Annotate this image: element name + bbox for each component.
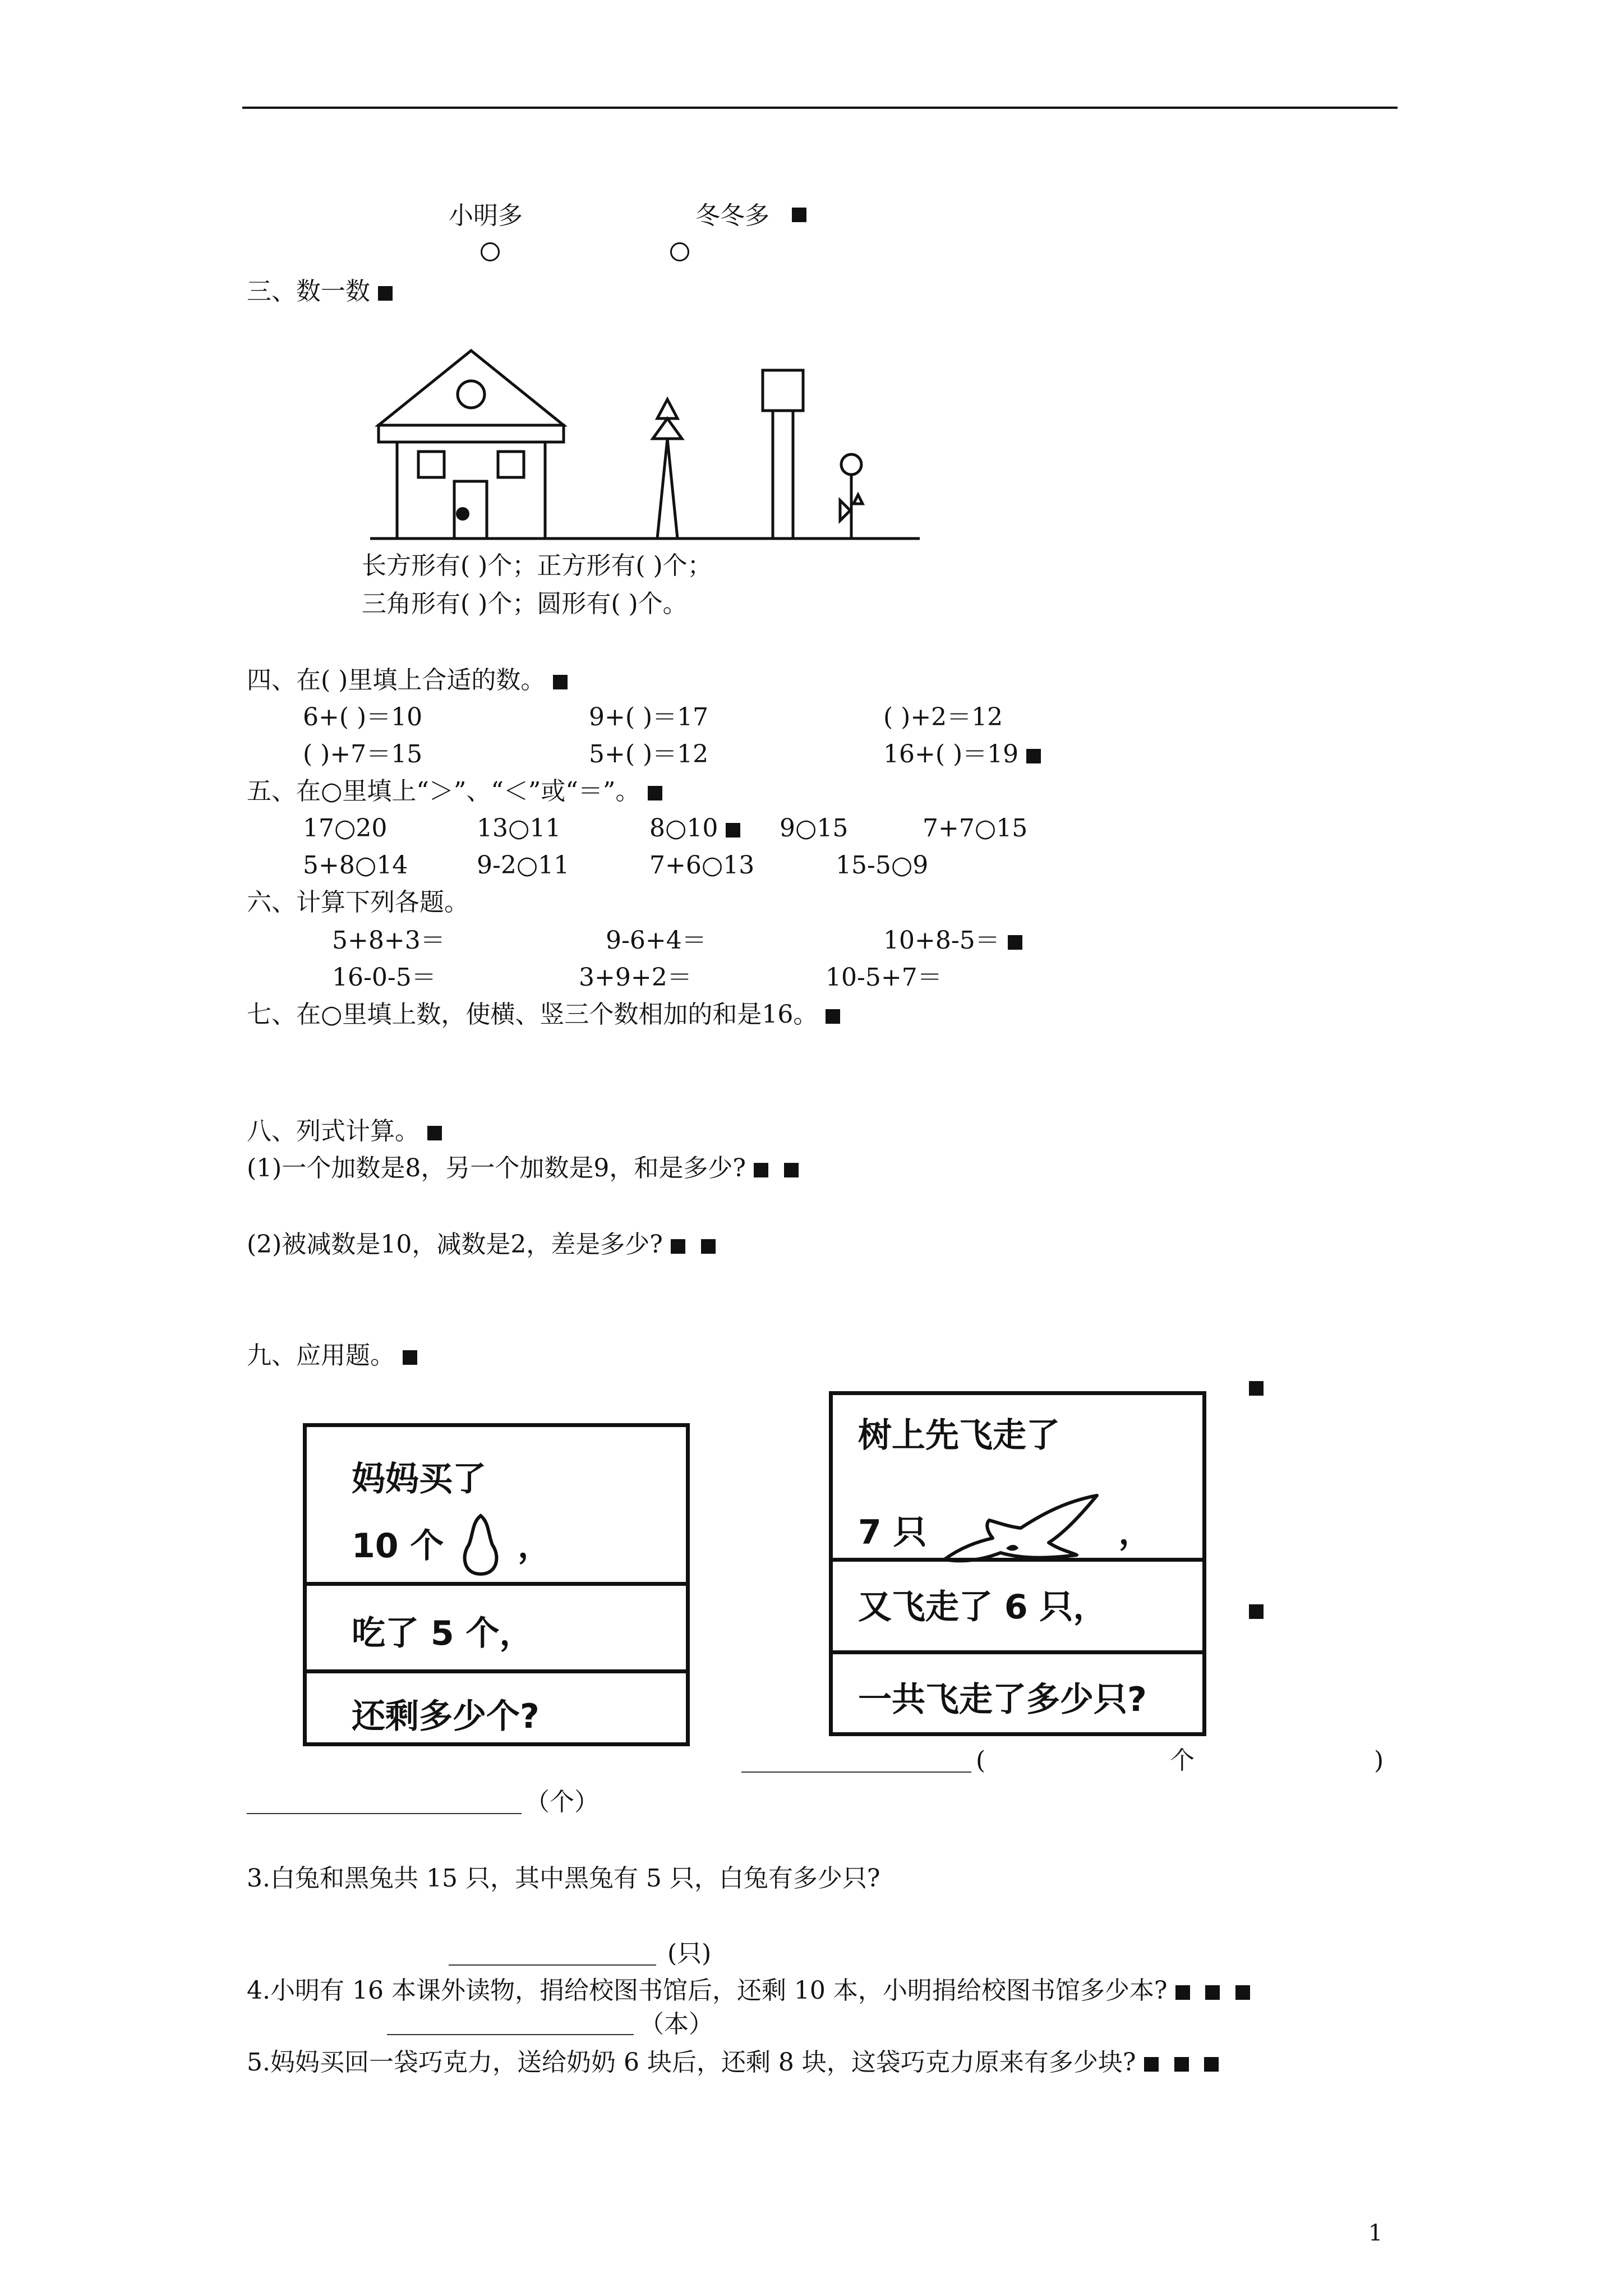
- q3-answer-line[interactable]: [449, 1939, 656, 1973]
- box2-line1: 树上先飞走了: [858, 1416, 1060, 1455]
- page-number: 1: [1368, 2220, 1383, 2246]
- q4-text: 4.小明有 16 本课外读物，捐给校图书馆后，还剩 10 本，小明捐给校图书馆多少本?: [247, 1976, 1250, 2006]
- s6-r2-q2: 3+9+2＝: [579, 963, 692, 992]
- problem-box-birds: [829, 1391, 1206, 1736]
- box1-line2: 10 个 ，: [352, 1511, 551, 1579]
- box2-line4: 一共飞走了多少只?: [858, 1680, 1147, 1719]
- answer-circle-right[interactable]: [670, 242, 689, 264]
- s4-r1-q1: 6+( )＝10: [303, 703, 423, 731]
- section-3-title: 三、数一数: [247, 277, 393, 307]
- s6-r1-q1: 5+8+3＝: [332, 926, 445, 955]
- section-8-title: 八、列式计算。: [247, 1116, 442, 1147]
- count-shapes-picture: [370, 342, 931, 544]
- s5-r2-q1: 5+8○14: [303, 851, 408, 880]
- s6-r2-q3: 10-5+7＝: [826, 963, 942, 992]
- box1-divider: [307, 1582, 686, 1586]
- section-4-title: 四、在( )里填上合适的数。: [247, 665, 568, 696]
- problem-box-pears: [303, 1423, 690, 1746]
- answer-close-paren: ): [1374, 1746, 1384, 1775]
- q3-unit: (只): [667, 1939, 712, 1968]
- s5-r1-q5: 7+7○15: [923, 814, 1028, 843]
- s4-r1-q3: ( )+2＝12: [883, 703, 1003, 731]
- box2-divider: [833, 1650, 1202, 1654]
- header-rule: [242, 107, 1398, 109]
- section-5-title: 五、在○里填上“＞”、“＜”或“＝”。: [247, 776, 662, 807]
- s4-r1-q2: 9+( )＝17: [589, 703, 709, 731]
- s5-r1-q3: 8○10: [649, 813, 740, 844]
- answer-line-birds[interactable]: [741, 1746, 971, 1780]
- s8-q2: (2)被减数是10，减数是2，差是多少?: [247, 1230, 716, 1260]
- s5-r2-q2: 9-2○11: [477, 851, 570, 880]
- s5-r1-q4: 9○15: [780, 814, 849, 843]
- q3-text: 3.白兔和黑兔共 15 只，其中黑兔有 5 只，白兔有多少只?: [247, 1864, 880, 1893]
- label-xiaoming: 小明多: [449, 201, 523, 230]
- box1-line4: 还剩多少个?: [352, 1697, 540, 1736]
- s3-line1: 长方形有( )个；正方形有( )个；: [362, 551, 712, 580]
- s5-r2-q3: 7+6○13: [649, 851, 755, 880]
- box2-line3: 又飞走了 6 只，: [858, 1588, 1107, 1627]
- q5-text: 5.妈妈买回一袋巧克力，送给奶奶 6 块后，还剩 8 块，这袋巧克力原来有多少块?: [247, 2047, 1219, 2078]
- marker-square: [1249, 1604, 1264, 1620]
- box2-line2: 7 只 ，: [858, 1493, 1152, 1572]
- q4-answer-line[interactable]: [387, 2009, 634, 2042]
- s6-r1-q3: 10+8-5＝: [883, 926, 1022, 956]
- s4-r2-q2: 5+( )＝12: [589, 740, 709, 769]
- answer-unit-pears: （个）: [525, 1788, 599, 1816]
- label-dongdong: 冬冬多: [695, 201, 769, 230]
- section-9-title: 九、应用题。: [247, 1341, 417, 1371]
- box1-line1: 妈妈买了: [352, 1460, 486, 1499]
- marker-square: [792, 208, 806, 223]
- q4-unit: （本）: [639, 2010, 713, 2039]
- answer-line-pears[interactable]: [247, 1787, 522, 1821]
- answer-unit-ge: 个: [1170, 1746, 1195, 1775]
- s3-line2: 三角形有( )个；圆形有( )个。: [362, 590, 688, 618]
- s4-r2-q3: 16+( )＝19: [883, 739, 1041, 770]
- s6-r2-q1: 16-0-5＝: [332, 963, 436, 992]
- box1-divider: [307, 1669, 686, 1673]
- s8-q1: (1)一个加数是8，另一个加数是9，和是多少?: [247, 1153, 799, 1184]
- answer-open-paren: (: [976, 1746, 986, 1775]
- marker-square: [1249, 1381, 1264, 1397]
- s4-r2-q1: ( )+7＝15: [303, 740, 423, 769]
- s5-r2-q4: 15-5○9: [836, 851, 929, 880]
- s5-r1-q2: 13○11: [477, 814, 561, 843]
- box2-divider: [833, 1558, 1202, 1562]
- pear-icon: [455, 1511, 506, 1579]
- section-7-title: 七、在○里填上数，使横、竖三个数相加的和是16。: [247, 1000, 840, 1030]
- s5-r1-q1: 17○20: [303, 814, 388, 843]
- s6-r1-q2: 9-6+4＝: [606, 926, 707, 955]
- section-6-title: 六、计算下列各题。: [247, 888, 469, 917]
- box1-line3: 吃了 5 个，: [352, 1614, 533, 1653]
- answer-circle-left[interactable]: [481, 242, 500, 264]
